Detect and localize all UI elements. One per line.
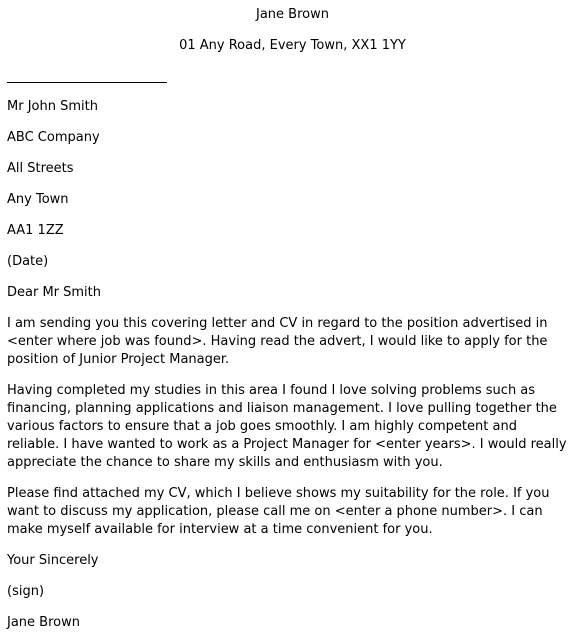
paragraph-line: appreciate the chance to share my skills and enthusiasm with you. [7, 455, 443, 470]
divider-line [7, 82, 167, 83]
recipient-postcode: AA1 1ZZ [7, 223, 64, 238]
paragraph-line: reliable. I have wanted to work as a Project Manager for <enter years>. I would really [7, 437, 567, 452]
recipient-town: Any Town [7, 192, 69, 207]
letter-date: (Date) [7, 254, 49, 269]
paragraph-intro [7, 315, 583, 369]
recipient-street: All Streets [7, 161, 74, 176]
closing-phrase: Your Sincerely [7, 553, 99, 568]
salutation: Dear Mr Smith [7, 285, 102, 300]
signoff-name: Jane Brown [7, 615, 80, 630]
signature-placeholder: (sign) [7, 584, 45, 599]
sender-name: Jane Brown [256, 7, 329, 22]
recipient-company: ABC Company [7, 130, 100, 145]
paragraph-line: position of Junior Project Manager. [7, 352, 230, 367]
paragraph-line: <enter where job was found>. Having read the advert, I would like to apply for the [7, 334, 548, 349]
paragraph-line: Please find attached my CV, which I believe shows my suitability for the role. If you [7, 486, 550, 501]
paragraph-line: I am sending you this covering letter and CV in regard to the position advertised in [7, 316, 548, 331]
paragraph-line: make myself available for interview at a time convenient for you. [7, 522, 433, 537]
paragraph-line: financing, planning applications and liaison management. I love pulling together the [7, 401, 557, 416]
paragraph-closing [7, 485, 583, 539]
paragraph-line: various factors to ensure that a job goes smoothly. I am highly competent and [7, 419, 517, 434]
recipient-name: Mr John Smith [7, 99, 98, 114]
sender-address: 01 Any Road, Every Town, XX1 1YY [179, 38, 406, 53]
paragraph-line: want to discuss my application, please call me on <enter a phone number>. I can [7, 504, 543, 519]
paragraph-line: Having completed my studies in this area I found I love solving problems such as [7, 383, 536, 398]
paragraph-experience [7, 382, 583, 472]
